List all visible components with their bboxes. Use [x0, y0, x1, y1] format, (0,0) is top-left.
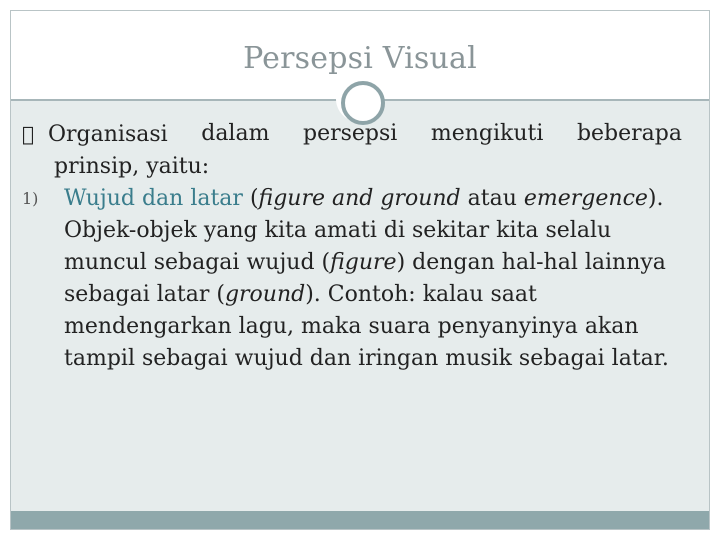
bullet-word-5: beberapa — [576, 121, 682, 146]
figure-and-ground-term: figure and ground — [258, 186, 461, 211]
item-text-3: ). Contoh: kalau saat mendengarkan lagu, maka suara penyanyinya akan tampil sebagai wujud dan iringan musik sebagai latar. — [64, 282, 669, 371]
bullet-word-1:   Organisasi — [22, 118, 168, 151]
bullet-continuation: prinsip, yaitu: — [54, 154, 210, 179]
slide-title: Persepsi Visual — [243, 41, 477, 76]
slide-content — [22, 118, 682, 375]
item-text-1: ). Objek-objek yang kita amati di sekitar kita selalu muncul sebagai wujud ( — [64, 186, 664, 275]
bullet-first-line — [22, 118, 682, 151]
emergence-term: emergence — [523, 186, 648, 211]
list-item — [22, 183, 682, 375]
item-heading: Wujud dan latar — [64, 186, 243, 211]
bullet-word-2: dalam — [201, 121, 270, 146]
item-atau: atau — [460, 186, 517, 211]
bullet-icon:   — [22, 122, 35, 146]
ground-term: ground — [224, 282, 306, 307]
item-text-2: ) dengan hal-hal lainnya sebagai latar ( — [64, 250, 666, 307]
item-paren-open: ( — [242, 186, 259, 211]
figure-term: figure — [330, 250, 397, 275]
bullet-word-4: mengikuti — [430, 121, 544, 146]
bullet-word-3: persepsi — [302, 121, 398, 146]
footer-bar — [11, 511, 709, 529]
list-number: 1) — [22, 189, 39, 208]
